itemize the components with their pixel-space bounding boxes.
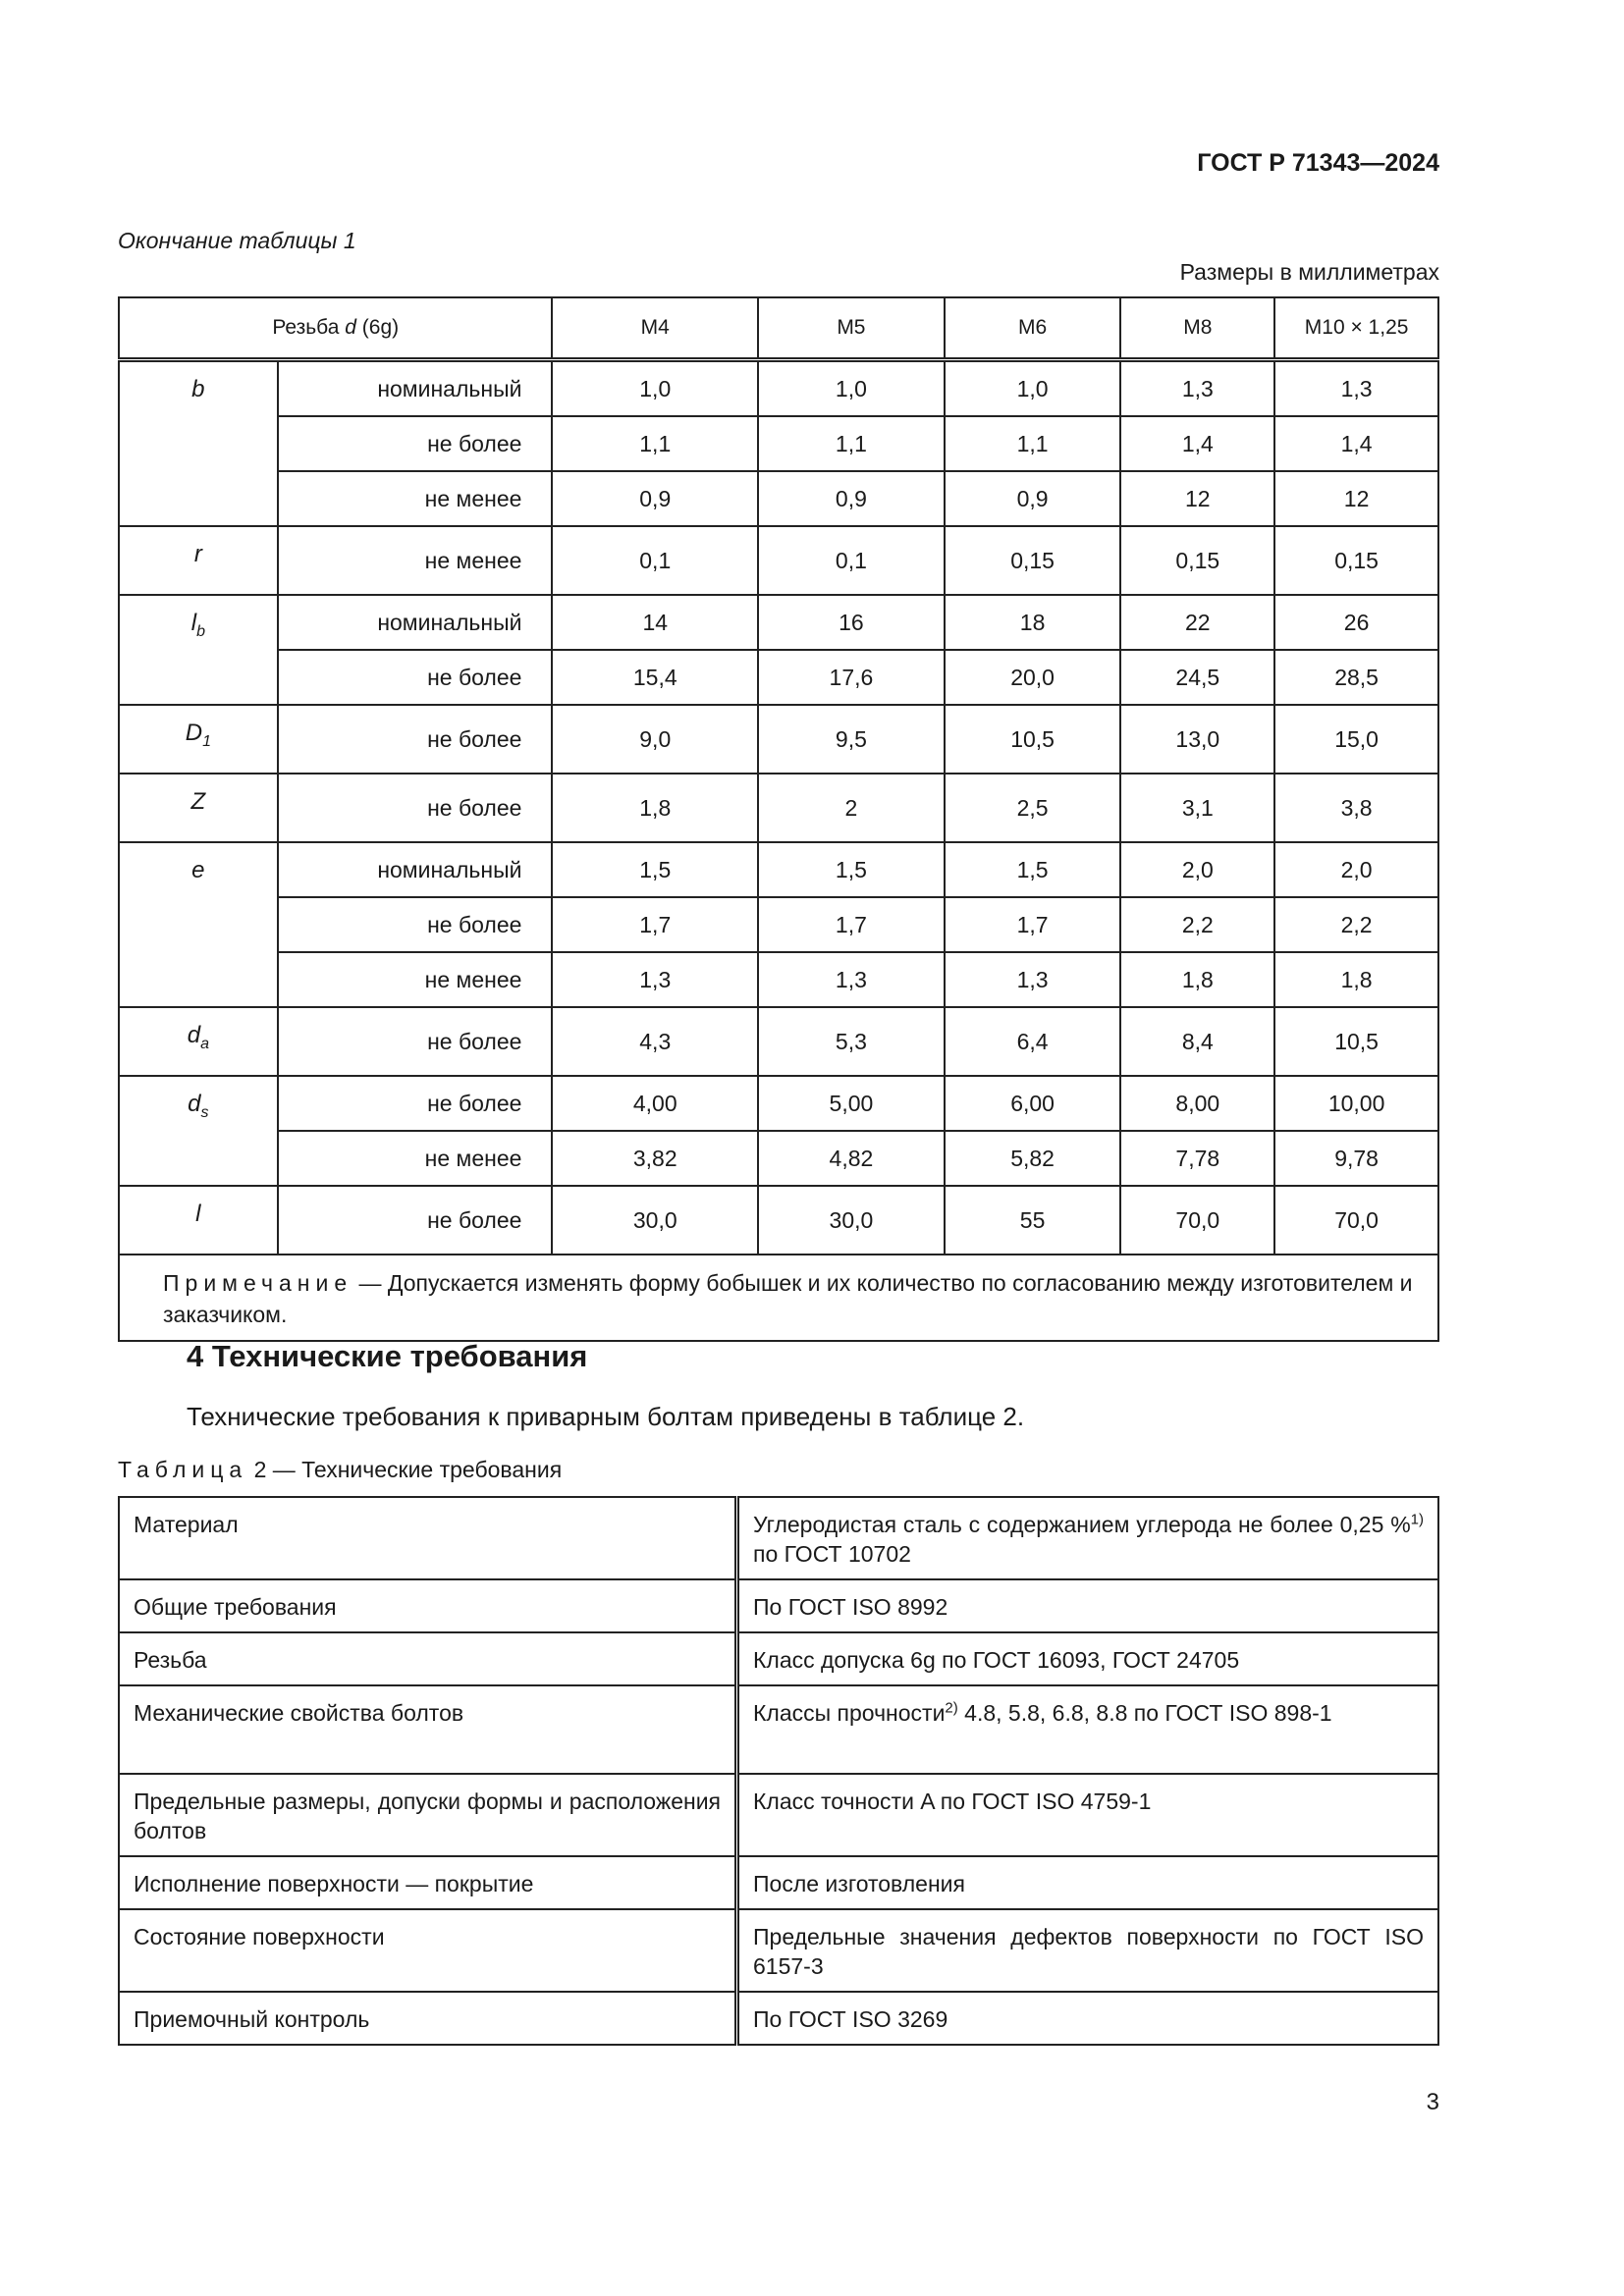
dimension-symbol: b [119, 360, 278, 527]
dimension-value: 15,0 [1274, 705, 1438, 774]
limit-label: не более [278, 774, 553, 842]
dimension-value: 22 [1120, 595, 1274, 650]
table-row [119, 360, 1438, 417]
table-row [119, 1497, 1438, 1579]
dimension-symbol: r [119, 526, 278, 595]
dimension-value: 1,7 [945, 897, 1121, 952]
section-4-title: 4 Технические требования [187, 1339, 588, 1373]
table-note-row [119, 1255, 1438, 1341]
dimension-value: 3,8 [1274, 774, 1438, 842]
dimension-value: 2,0 [1120, 842, 1274, 897]
dimension-value: 4,00 [552, 1076, 758, 1131]
dimension-value: 6,00 [945, 1076, 1121, 1131]
table-row [119, 1856, 1438, 1909]
requirement-value: Класс допуска 6g по ГОСТ 16093, ГОСТ 24705 [737, 1632, 1439, 1685]
requirement-parameter: Исполнение поверхности — покрытие [119, 1856, 737, 1909]
dimension-value: 0,15 [945, 526, 1121, 595]
size-header: M6 [945, 297, 1121, 360]
dimension-value: 14 [552, 595, 758, 650]
table-row [119, 526, 1438, 595]
dimension-value: 0,1 [758, 526, 945, 595]
limit-label: не менее [278, 952, 553, 1007]
dimension-value: 24,5 [1120, 650, 1274, 705]
dimension-value: 2,2 [1274, 897, 1438, 952]
size-header: M4 [552, 297, 758, 360]
limit-label: не менее [278, 471, 553, 526]
table-row [119, 897, 1438, 952]
note-text: — Допускается изменять форму бобышек и их количество по согласованию между изготовителем и заказчиком. [163, 1270, 1413, 1327]
technical-requirements-table [118, 1496, 1439, 2046]
dimension-value: 2,2 [1120, 897, 1274, 952]
dimension-value: 1,5 [552, 842, 758, 897]
dimension-symbol: Z [119, 774, 278, 842]
table-row [119, 1186, 1438, 1255]
dimensions-table-body [119, 360, 1438, 1255]
requirement-value: Класс точности A по ГОСТ ISO 4759-1 [737, 1774, 1439, 1856]
dimension-value: 1,1 [945, 416, 1121, 471]
dimension-value: 1,7 [552, 897, 758, 952]
dimension-value: 1,3 [1120, 360, 1274, 417]
dimension-value: 13,0 [1120, 705, 1274, 774]
page-number: 3 [1426, 2089, 1439, 2115]
dimension-value: 12 [1274, 471, 1438, 526]
requirement-parameter: Состояние поверхности [119, 1909, 737, 1992]
dimension-symbol: l [119, 1186, 278, 1255]
requirement-parameter: Резьба [119, 1632, 737, 1685]
dimension-value: 4,82 [758, 1131, 945, 1186]
limit-label: не более [278, 897, 553, 952]
table1-continuation-label: Окончание таблицы 1 [118, 228, 356, 253]
limit-label: номинальный [278, 595, 553, 650]
table-row [119, 1007, 1438, 1076]
table-row [119, 1131, 1438, 1186]
requirement-value: Предельные значения дефектов поверхности по ГОСТ ISO 6157-3 [737, 1909, 1439, 1992]
dimension-value: 8,00 [1120, 1076, 1274, 1131]
dimension-value: 18 [945, 595, 1121, 650]
dimension-value: 1,1 [758, 416, 945, 471]
dimensions-table [118, 296, 1439, 1342]
dimension-value: 3,1 [1120, 774, 1274, 842]
document-code: ГОСТ Р 71343—2024 [1197, 149, 1439, 177]
table2-caption: Таблица 2 — Технические требования [118, 1457, 563, 1482]
table-row [119, 1992, 1438, 2045]
requirement-value: По ГОСТ ISO 8992 [737, 1579, 1439, 1632]
dimension-value: 1,8 [1120, 952, 1274, 1007]
dimension-value: 1,5 [945, 842, 1121, 897]
requirement-parameter: Материал [119, 1497, 737, 1579]
dimension-value: 1,8 [552, 774, 758, 842]
table-row [119, 842, 1438, 897]
requirement-value: Углеродистая сталь с содержанием углерода не более 0,25 %$^{1)}$ по ГОСТ 10702 [737, 1497, 1439, 1579]
dimension-value: 70,0 [1274, 1186, 1438, 1255]
dimension-value: 1,4 [1120, 416, 1274, 471]
requirement-parameter: Приемочный контроль [119, 1992, 737, 2045]
dimension-value: 4,3 [552, 1007, 758, 1076]
thread-header: Резьба d (6g) [119, 297, 552, 360]
table-row [119, 1685, 1438, 1774]
requirement-value: Классы прочности$^{2)}$ 4.8, 5.8, 6.8, 8.8 по ГОСТ ISO 898-1 [737, 1685, 1439, 1774]
dimension-value: 5,00 [758, 1076, 945, 1131]
dimension-value: 0,9 [945, 471, 1121, 526]
dimension-value: 5,82 [945, 1131, 1121, 1186]
dimension-value: 3,82 [552, 1131, 758, 1186]
dimension-value: 1,8 [1274, 952, 1438, 1007]
dimension-value: 20,0 [945, 650, 1121, 705]
limit-label: не более [278, 1007, 553, 1076]
table-row [119, 650, 1438, 705]
dimension-value: 5,3 [758, 1007, 945, 1076]
dimension-symbol: e [119, 842, 278, 1007]
dimension-value: 1,0 [552, 360, 758, 417]
dimension-value: 15,4 [552, 650, 758, 705]
dimension-value: 2 [758, 774, 945, 842]
dimension-value: 1,4 [1274, 416, 1438, 471]
dimension-value: 17,6 [758, 650, 945, 705]
dimension-value: 7,78 [1120, 1131, 1274, 1186]
dimension-value: 1,3 [945, 952, 1121, 1007]
dimension-value: 30,0 [552, 1186, 758, 1255]
dimension-value: 10,00 [1274, 1076, 1438, 1131]
dimension-value: 1,7 [758, 897, 945, 952]
dimension-value: 6,4 [945, 1007, 1121, 1076]
requirement-value: По ГОСТ ISO 3269 [737, 1992, 1439, 2045]
limit-label: номинальный [278, 842, 553, 897]
dimension-value: 10,5 [945, 705, 1121, 774]
section-4-text: Технические требования к приварным болтам приведены в таблице 2. [187, 1402, 1025, 1431]
dimension-value: 1,3 [552, 952, 758, 1007]
dimension-value: 0,9 [758, 471, 945, 526]
limit-label: не более [278, 1076, 553, 1131]
dimension-value: 0,15 [1274, 526, 1438, 595]
dimension-value: 10,5 [1274, 1007, 1438, 1076]
note-label: Примечание [163, 1270, 353, 1296]
dimension-value: 1,0 [945, 360, 1121, 417]
dimension-symbol: $D_1$ [119, 705, 278, 774]
dimension-value: 16 [758, 595, 945, 650]
limit-label: не менее [278, 526, 553, 595]
requirement-value: После изготовления [737, 1856, 1439, 1909]
table-row [119, 1909, 1438, 1992]
dimension-value: 70,0 [1120, 1186, 1274, 1255]
dimension-symbol: $d_a$ [119, 1007, 278, 1076]
dimensions-table-header [119, 297, 1438, 360]
dimension-value: 9,0 [552, 705, 758, 774]
table-row [119, 471, 1438, 526]
table-row [119, 952, 1438, 1007]
table-row [119, 705, 1438, 774]
limit-label: номинальный [278, 360, 553, 417]
table-row [119, 774, 1438, 842]
table-note [119, 1255, 1438, 1341]
dimension-value: 2,0 [1274, 842, 1438, 897]
dimension-value: 0,15 [1120, 526, 1274, 595]
dimension-value: 1,3 [1274, 360, 1438, 417]
dimension-value: 9,5 [758, 705, 945, 774]
dimension-value: 1,3 [758, 952, 945, 1007]
dimension-symbol: $l_b$ [119, 595, 278, 705]
limit-label: не более [278, 416, 553, 471]
table-row [119, 1579, 1438, 1632]
limit-label: не более [278, 650, 553, 705]
requirement-parameter: Общие требования [119, 1579, 737, 1632]
dimension-value: 1,5 [758, 842, 945, 897]
limit-label: не более [278, 705, 553, 774]
dimension-value: 1,1 [552, 416, 758, 471]
table-row [119, 595, 1438, 650]
dimension-value: 0,1 [552, 526, 758, 595]
dimension-value: 9,78 [1274, 1131, 1438, 1186]
limit-label: не более [278, 1186, 553, 1255]
table-row [119, 1632, 1438, 1685]
requirement-parameter: Механические свойства болтов [119, 1685, 737, 1774]
dimension-value: 30,0 [758, 1186, 945, 1255]
size-header: M5 [758, 297, 945, 360]
table-row [119, 1076, 1438, 1131]
dimension-value: 1,0 [758, 360, 945, 417]
dimension-value: 2,5 [945, 774, 1121, 842]
table-row [119, 416, 1438, 471]
dimension-value: 28,5 [1274, 650, 1438, 705]
dimension-value: 55 [945, 1186, 1121, 1255]
dimension-symbol: $d_s$ [119, 1076, 278, 1186]
units-label: Размеры в миллиметрах [1179, 259, 1439, 285]
dimension-value: 12 [1120, 471, 1274, 526]
requirement-parameter: Предельные размеры, допуски формы и расположения болтов [119, 1774, 737, 1856]
dimension-value: 8,4 [1120, 1007, 1274, 1076]
limit-label: не менее [278, 1131, 553, 1186]
size-header: M8 [1120, 297, 1274, 360]
dimension-value: 0,9 [552, 471, 758, 526]
dimension-value: 26 [1274, 595, 1438, 650]
size-header: M10 × 1,25 [1274, 297, 1438, 360]
table-row [119, 1774, 1438, 1856]
